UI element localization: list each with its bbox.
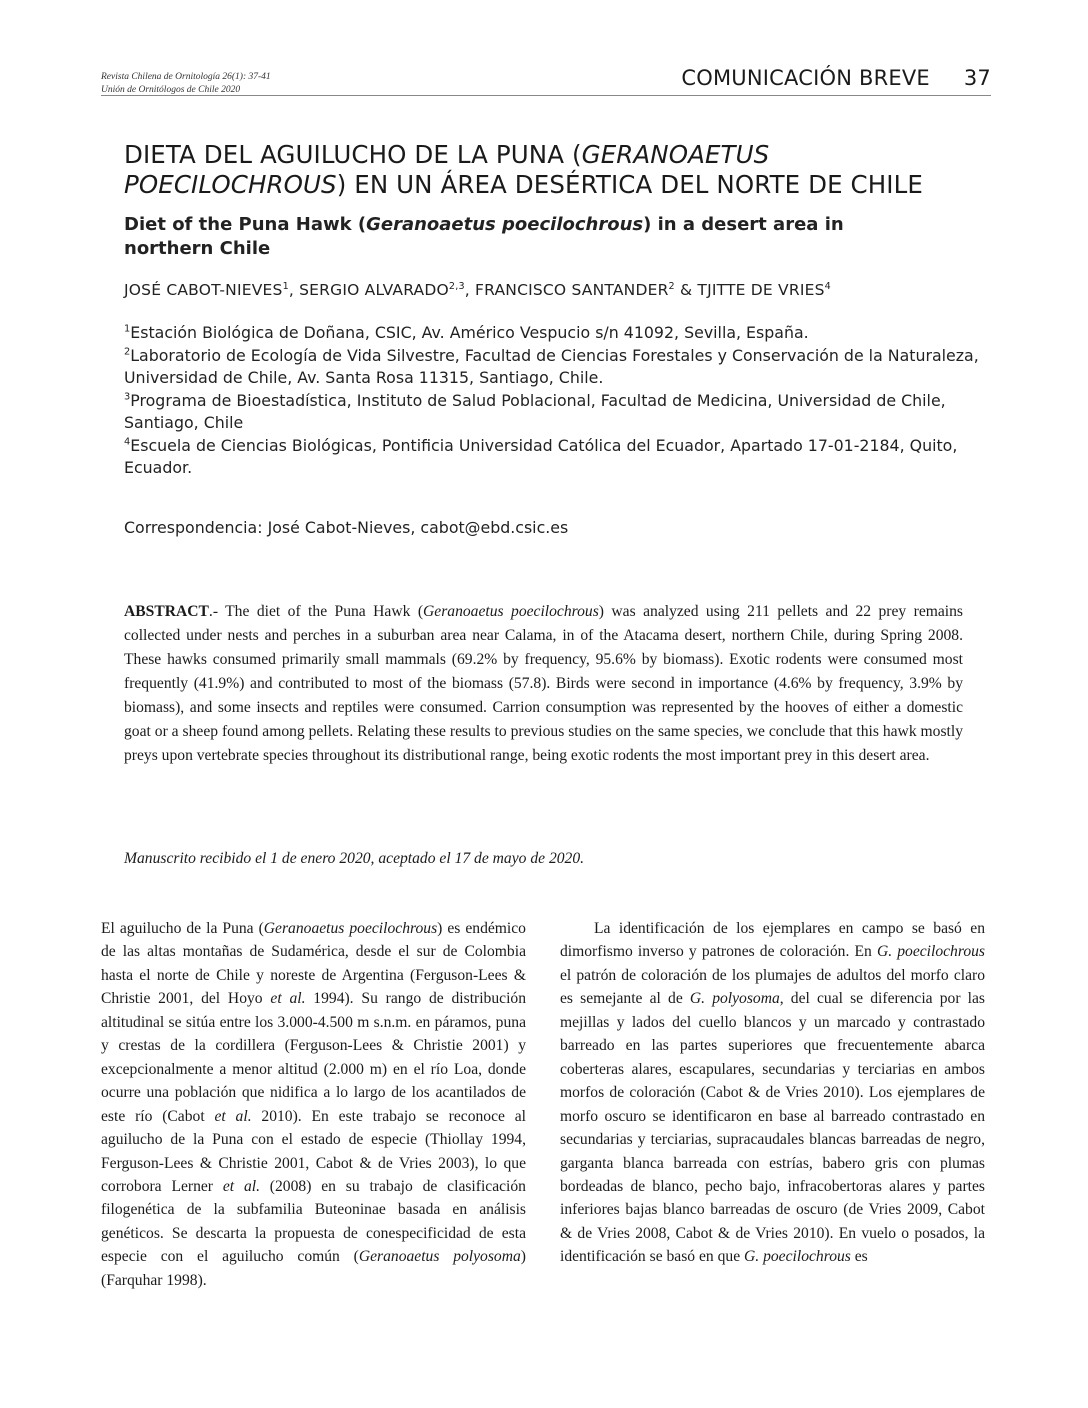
journal-line-2: Unión de Ornitólogos de Chile 2020 (101, 85, 241, 95)
header-rule (101, 95, 991, 96)
section-header (681, 66, 991, 90)
body-column-right: La identificación de los ejemplares en campo se basó en dimorfismo inverso y patrones de coloración. En G. poecilochrous el patrón de coloración de los plumajes de adultos del morfo claro es semejante al de G. polyosoma, del cual se diferencia por las mejillas y lados del cuello blancos y un marcado y contrastado barreado en las partes superiores que frecuentemente abarca coberteras alares, escapulares, secundarias y terciarias en ambos morfos de coloración (Cabot & de Vries 2010). Los ejemplares de morfo oscuro se identificaron en base al barreado contrastado en secundarias y terciarias, supracaudales blancas barreadas de negro, garganta blanca barreada con estrías, babero gris con plumas bordeadas de blanco, pecho bajo, infracobertoras alares y partes inferiores bajas blanco barreadas de oscuro (de Vries 2009, Cabot & de Vries 2008, Cabot & de Vries 2010). En vuelo o posados, la identificación se basó en que G. poecilochrous es (560, 920, 985, 1266)
article-subtitle: Diet of the Puna Hawk (Geranoaetus poecilochrous) in a desert area in northern Chile (124, 214, 844, 259)
affiliation-2: $^2$Laboratorio de Ecología de Vida Silvestre, Facultad de Ciencias Forestales y Conservación de la Naturaleza, Universidad de Chile, Av. Santa Rosa 11315, Santiago, Chile. (124, 345, 979, 387)
article-title: DIETA DEL AGUILUCHO DE LA PUNA (GERANOAETUS POECILOCHROUS) EN UN ÁREA DESÉRTICA DEL NORTE DE CHILE (124, 140, 923, 199)
page-number: 37 (963, 66, 991, 90)
abstract-label: ABSTRACT (124, 603, 209, 620)
received-date: Manuscrito recibido el 1 de enero 2020, aceptado el 17 de mayo de 2020. (124, 850, 585, 867)
affiliation-1: $^1$Estación Biológica de Doñana, CSIC, Av. Américo Vespucio s/n 41092, Sevilla, España. (124, 323, 809, 342)
abstract: ABSTRACT.- The diet of the Puna Hawk (Geranoaetus poecilochrous) was analyzed using 211 pellets and 22 prey remains collected under nests and perches in a suburban area near Calama, in of the Atacama desert, northern Chile, during Spring 2008. These hawks consumed primarily small mammals (69.2% by frequency, 95.6% by biomass). Exotic rodents were consumed most frequently (41.9%) and contributed to most of the biomass (57.8). Birds were second in importance (4.6% by frequency, 3.9% by biomass), and some insects and reptiles were consumed. Carrion consumption was represented by the hooves of either a domestic goat or a sheep found among pellets. Relating these results to previous studies on the same species, we conclude that this hawk mostly preys upon vertebrate species throughout its distributional range, being exotic rodents the most important prey in this desert area. (124, 603, 963, 764)
body-column-left: El aguilucho de la Puna (Geranoaetus poecilochrous) es endémico de las altas montañas de Sudamérica, desde el sur de Colombia hasta el norte de Chile y noreste de Argentina (Ferguson-Lees & Christie 2001, del Hoyo et al. 1994). Su rango de distribución altitudinal se sitúa entre los 3.000-4.500 m s.n.m. en páramos, puna y crestas de la cordillera (Ferguson-Lees & Christie 2001) y excepcionalmente a menor altitud (2.000 m) en el río Loa, donde ocurre una población que nidifica a lo largo de los acantilados de este río (Cabot et al. 2010). En este trabajo se reconoce al aguilucho de la Puna con el estado de especie (Thiollay 1994, Ferguson-Lees & Christie 2001, Cabot & de Vries 2003), lo que corrobora Lerner et al. (2008) en su trabajo de clasificación filogenética de la subfamilia Buteoninae basada en análisis genéticos. Se descarta la propuesta de conespecificidad de esta especie con el aguilucho común (Geranoaetus polyosoma) (Farquhar 1998). (101, 920, 526, 1289)
journal-line-1: Revista Chilena de Ornitología 26(1): 37-41 (101, 72, 271, 82)
affiliations (124, 322, 984, 480)
affiliation-3: $^3$Programa de Bioestadística, Instituto de Salud Poblacional, Facultad de Medicina, Universidad de Chile, Santiago, Chile (124, 390, 946, 432)
section-label: COMUNICACIÓN BREVE (681, 66, 930, 90)
affiliation-4: $^4$Escuela de Ciencias Biológicas, Pontificia Universidad Católica del Ecuador, Apartado 17-01-2184, Quito, Ecuador. (124, 435, 958, 477)
author-list: JOSÉ CABOT-NIEVES$^1$, SERGIO ALVARADO$^{2,3}$, FRANCISCO SANTANDER$^2$ & TJITTE DE VRIES$^4$ (124, 280, 831, 299)
journal-citation (101, 71, 271, 97)
correspondence: Correspondencia: José Cabot-Nieves, cabot@ebd.csic.es (124, 518, 569, 537)
